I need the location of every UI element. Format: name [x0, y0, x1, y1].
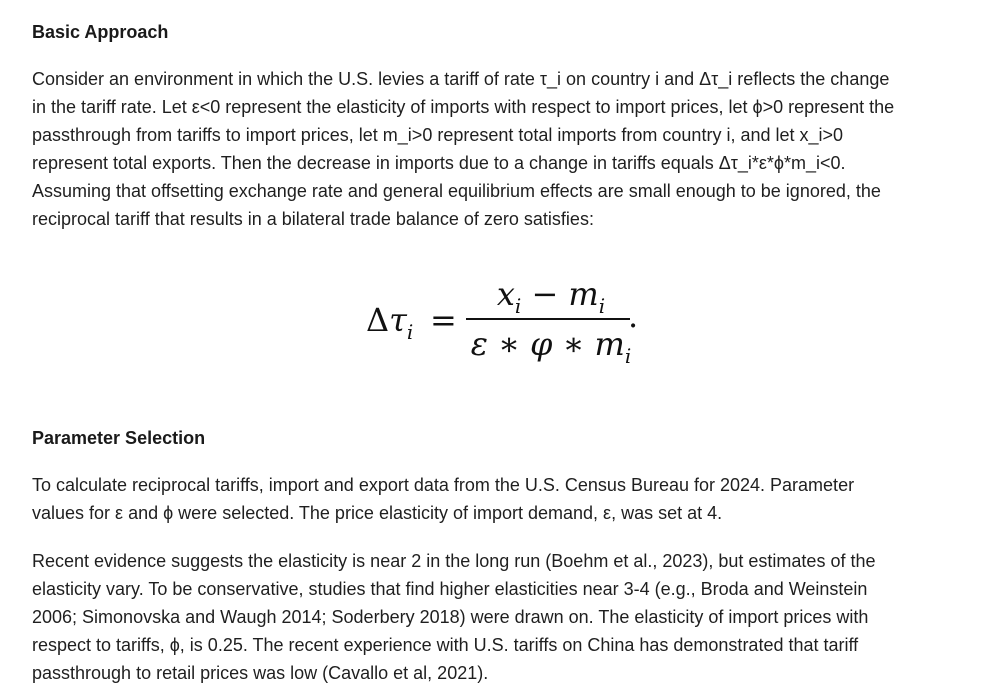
- formula-m: m: [594, 325, 625, 363]
- formula-times: ∗: [562, 325, 585, 363]
- text-line: 2006; Simonovska and Waugh 2014; Soderbery 2018) were drawn on. The elasticity of import prices with: [32, 607, 869, 627]
- formula-subscript: i: [624, 344, 632, 368]
- formula-equals: =: [430, 301, 457, 339]
- text-line: To calculate reciprocal tariffs, import and export data from the U.S. Census Bureau for 2024. Parameter: [32, 475, 855, 495]
- text-line: elasticity vary. To be conservative, studies that find higher elasticities near 3-4 (e.g., Broda and Weinstein: [32, 579, 868, 599]
- reciprocal-tariff-formula: [366, 270, 656, 380]
- formula-denominator: [466, 324, 636, 368]
- formula-epsilon: ε: [470, 325, 488, 363]
- section-heading-parameter-selection: Parameter Selection: [32, 428, 206, 448]
- text-line: Consider an environment in which the U.S. levies a tariff of rate τ_i on country i and Δτ_i reflects the change: [32, 69, 890, 89]
- text-line: respect to tariffs, ϕ, is 0.25. The recent experience with U.S. tariffs on China has demonstrated that tariff: [32, 635, 859, 655]
- formula-subscript: i: [598, 294, 606, 318]
- formula-minus: −: [531, 275, 559, 313]
- text-line: values for ε and ϕ were selected. The price elasticity of import demand, ε, was set at 4.: [32, 503, 723, 523]
- formula-period: .: [628, 297, 639, 335]
- paragraph-basic-approach: [32, 65, 972, 233]
- fraction-bar: [466, 318, 630, 320]
- formula-tau: τ: [389, 301, 407, 339]
- text-line: reciprocal tariff that results in a bilateral trade balance of zero satisfies:: [32, 209, 594, 229]
- formula-x: x: [496, 275, 515, 313]
- formula-times: ∗: [498, 325, 520, 363]
- formula-m: m: [568, 275, 599, 313]
- text-line: in the tariff rate. Let ε<0 represent the elasticity of imports with respect to import prices, let ϕ>0 represent the: [32, 97, 895, 117]
- paragraph-parameter-data: [32, 471, 972, 527]
- formula-phi: φ: [530, 325, 553, 363]
- formula-subscript: i: [406, 320, 414, 344]
- text-line: represent total exports. Then the decrease in imports due to a change in tariffs equals Δτ_i*ε*ϕ*m_i<0.: [32, 153, 846, 173]
- formula-subscript: i: [514, 294, 522, 318]
- text-line: passthrough from tariffs to import prices, let m_i>0 represent total imports from country i, and let x_i>0: [32, 125, 844, 145]
- section-heading-basic-approach: Basic Approach: [32, 22, 169, 42]
- text-line: Recent evidence suggests the elasticity is near 2 in the long run (Boehm et al., 2023), but estimates of the: [32, 551, 876, 571]
- paragraph-parameter-evidence: [32, 547, 972, 687]
- text-line: passthrough to retail prices was low (Cavallo et al, 2021).: [32, 663, 489, 683]
- text-line: Assuming that offsetting exchange rate and general equilibrium effects are small enough to be ignored, the: [32, 181, 881, 201]
- formula-delta: Δ: [366, 301, 390, 339]
- formula-lhs: [366, 300, 413, 344]
- formula-numerator: [466, 274, 636, 318]
